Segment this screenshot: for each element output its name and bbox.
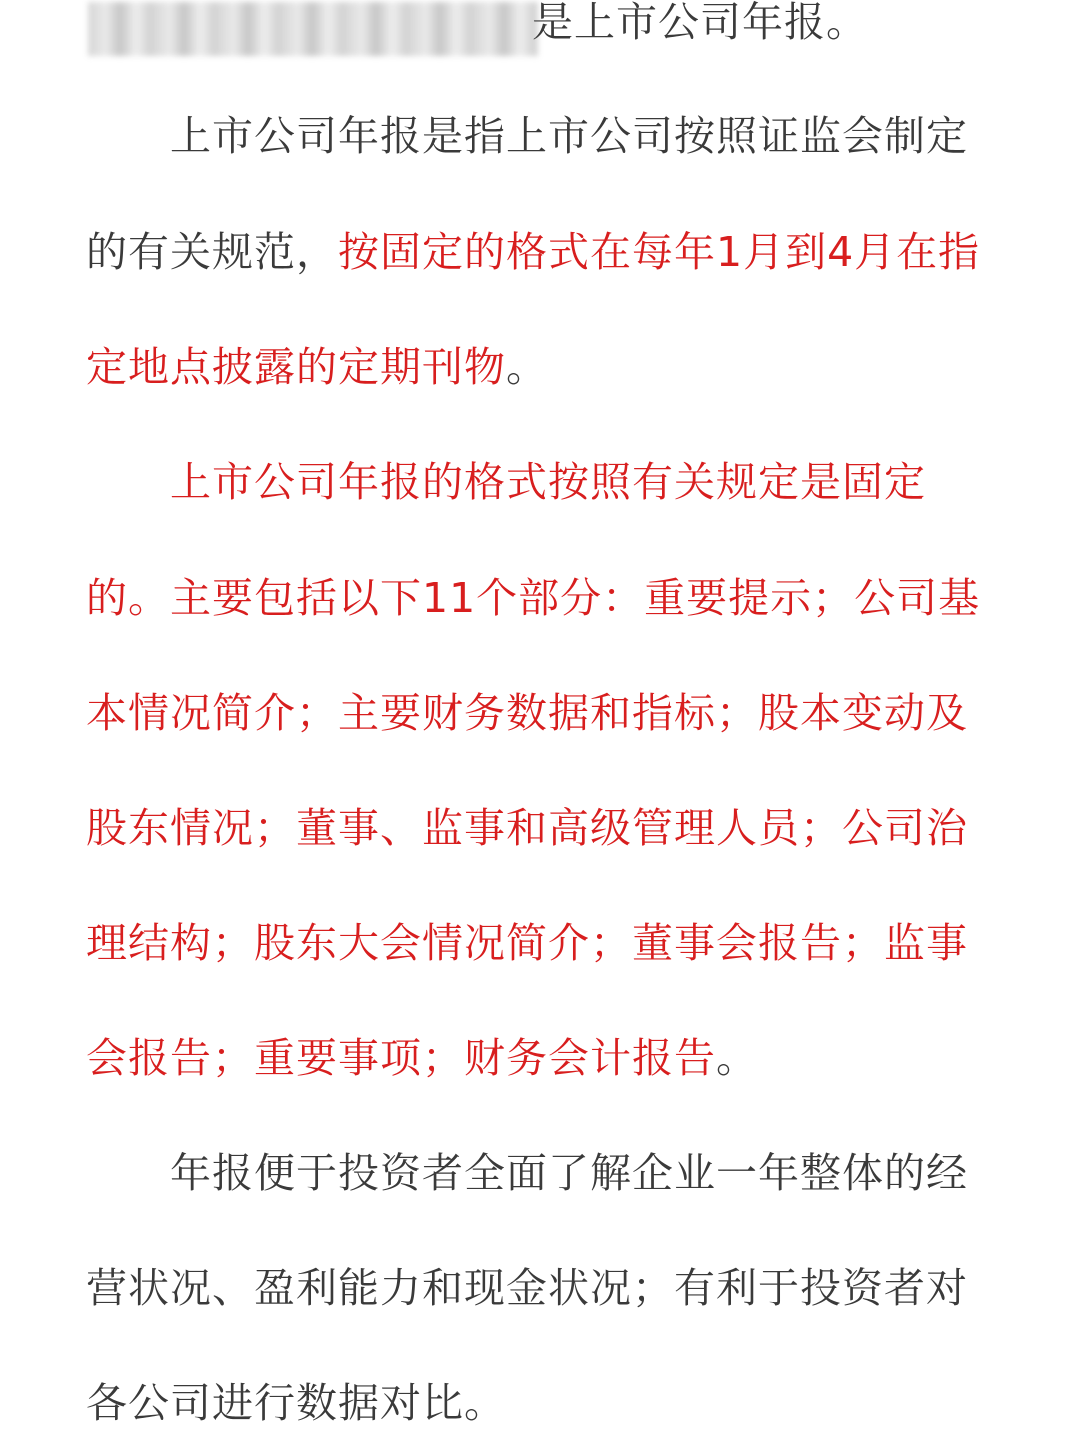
line-11-seg-1: 年报便于投资者全面了解企业一年整体的经 xyxy=(170,1149,968,1197)
text-line-2 xyxy=(170,106,968,166)
text-line-7 xyxy=(86,683,968,743)
line-2-seg-1: 上市公司年报是指上市公司按照证监会制定 xyxy=(170,112,968,160)
text-line-8 xyxy=(86,798,968,858)
text-line-6 xyxy=(86,568,980,628)
line-8-seg-1: 股东情况；董事、监事和高级管理人员；公司治 xyxy=(86,804,968,852)
text-line-11 xyxy=(170,1143,968,1203)
text-line-4 xyxy=(86,337,548,397)
line-13-seg-1: 各公司进行数据对比。 xyxy=(86,1379,506,1427)
blurred-text-region xyxy=(88,2,538,56)
text-line-3 xyxy=(86,222,980,282)
line-12-seg-1: 营状况、盈利能力和现金状况；有利于投资者对 xyxy=(86,1264,968,1312)
line-4-seg-1: 定地点披露的定期刊物 xyxy=(86,343,506,391)
line-9-seg-1: 理结构；股东大会情况简介；董事会报告；监事 xyxy=(86,919,968,967)
text-line-9 xyxy=(86,913,968,973)
line-7-seg-1: 本情况简介；主要财务数据和指标；股本变动及 xyxy=(86,689,968,737)
line-1-seg-1: 是上市公司年报。 xyxy=(532,0,868,46)
line-4-seg-2: 。 xyxy=(506,343,548,391)
line-10-seg-2: 。 xyxy=(716,1034,758,1082)
text-line-5 xyxy=(170,452,926,512)
text-line-10 xyxy=(86,1028,758,1088)
line-6-seg-1: 的。主要包括以下11个部分：重要提示；公司基 xyxy=(86,574,981,622)
text-line-12 xyxy=(86,1258,968,1318)
line-3-seg-2: 按固定的格式在每年1月到4月在指 xyxy=(338,228,981,276)
line-5-seg-1: 上市公司年报的格式按照有关规定是固定 xyxy=(170,458,926,506)
text-line-13 xyxy=(86,1373,506,1433)
line-3-seg-1: 的有关规范， xyxy=(86,228,338,276)
text-line-1 xyxy=(532,0,868,52)
line-10-seg-1: 会报告；重要事项；财务会计报告 xyxy=(86,1034,716,1082)
